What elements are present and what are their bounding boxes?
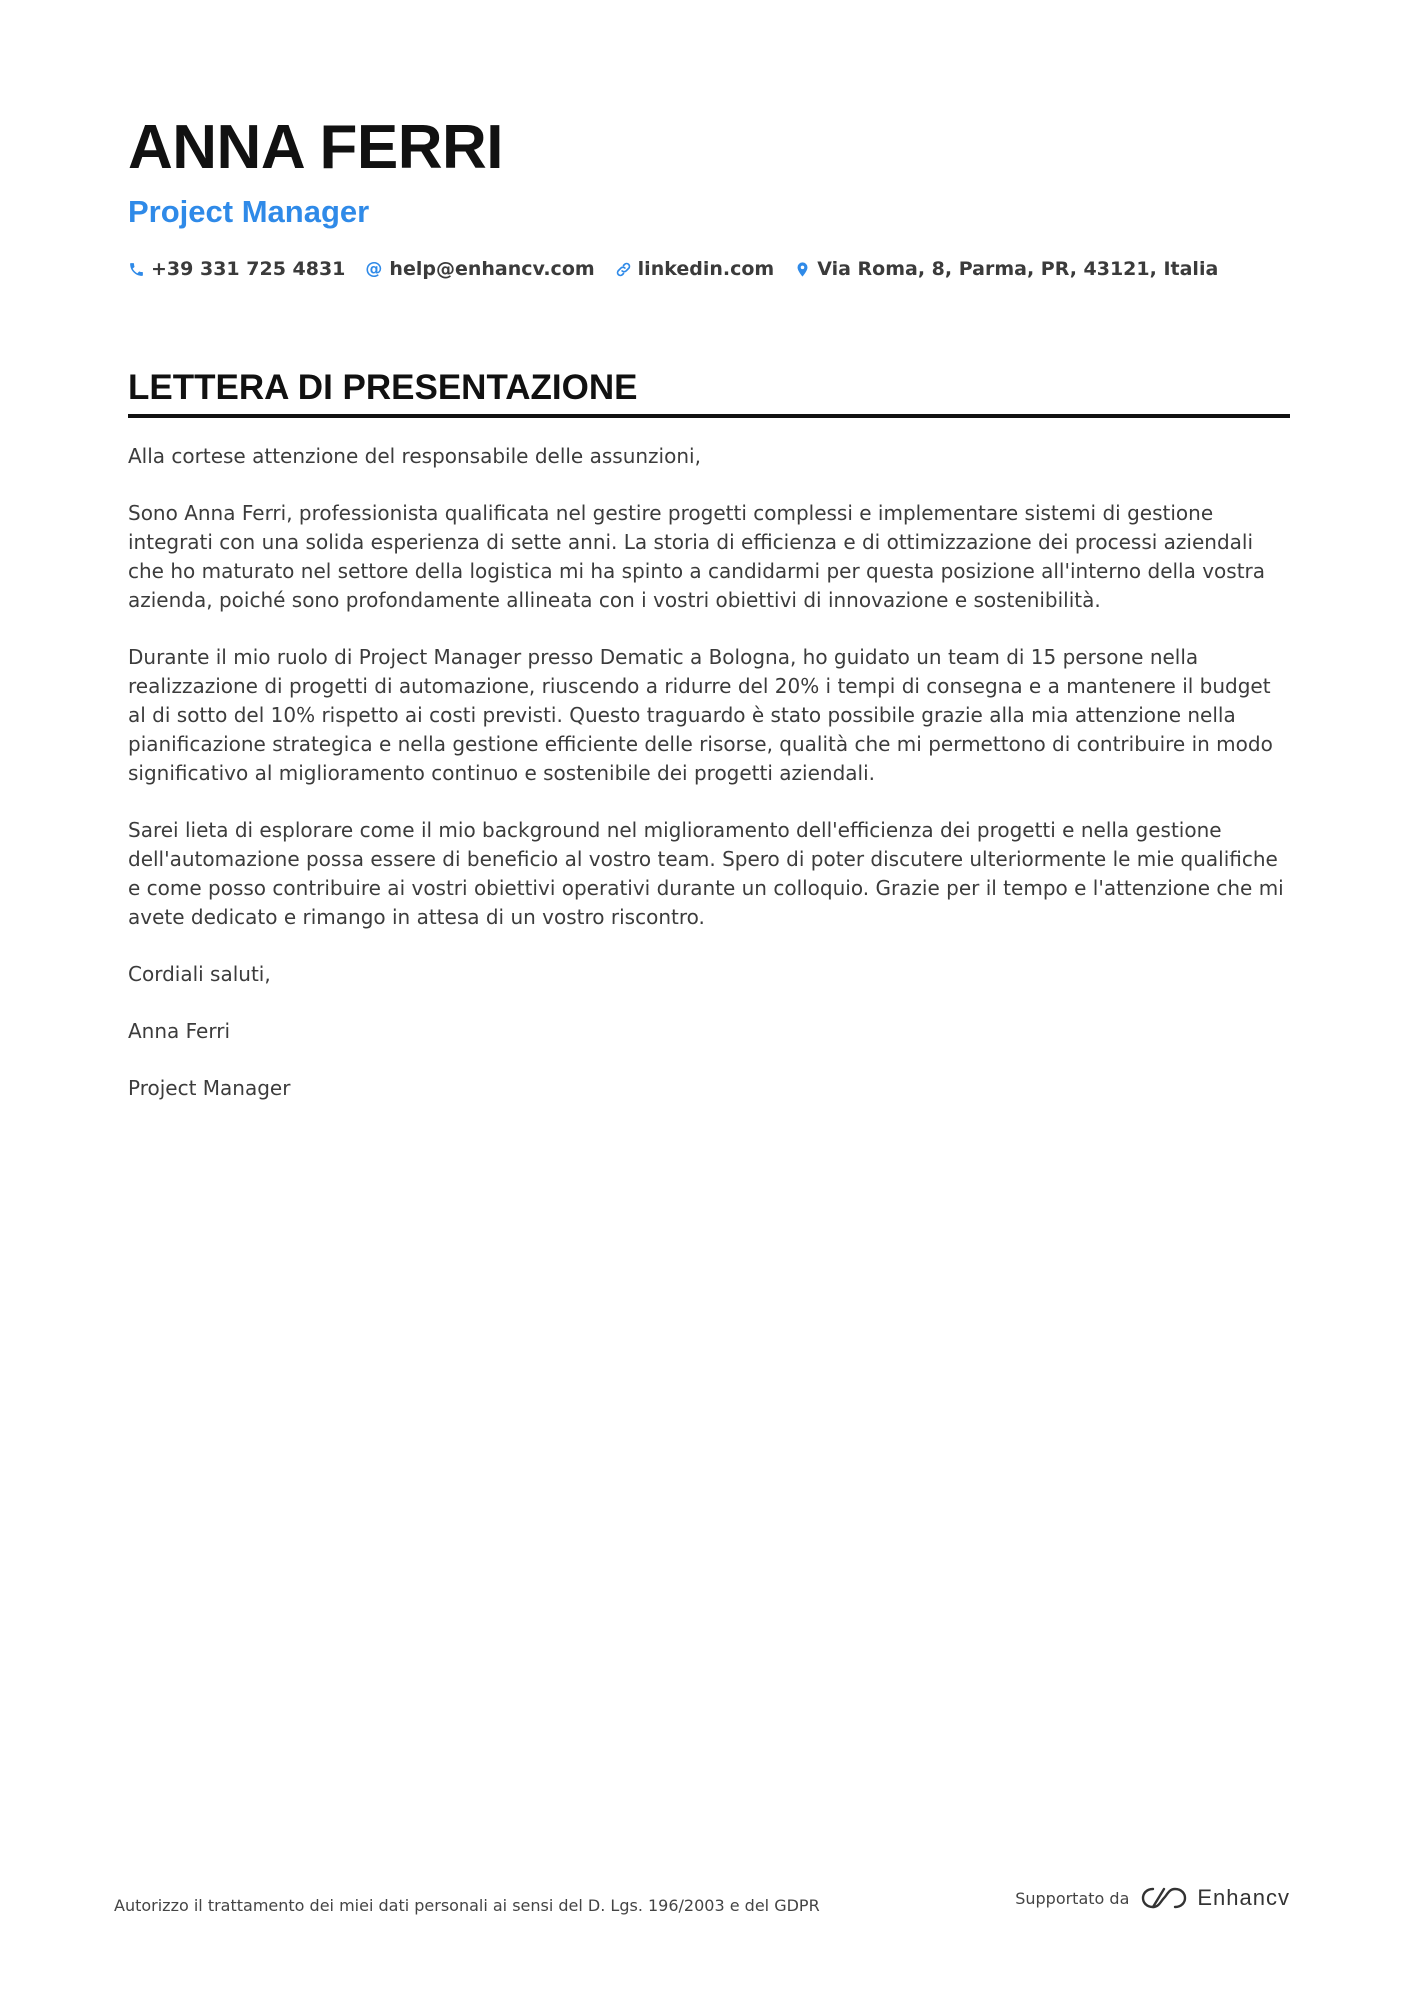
signature-name: Anna Ferri <box>128 1019 231 1043</box>
contact-bar <box>128 258 1288 280</box>
candidate-name: ANNA FERRI <box>128 113 504 182</box>
enhancv-logo-icon <box>1141 1885 1187 1911</box>
signature-role: Project Manager <box>128 1076 291 1100</box>
letter-section <box>128 366 1290 1131</box>
contact-address <box>794 258 1218 280</box>
contact-linkedin[interactable] <box>615 258 775 280</box>
map-pin-icon <box>794 261 811 278</box>
contact-email[interactable] <box>365 258 594 280</box>
address-text: Via Roma, 8, Parma, PR, 43121, Italia <box>817 258 1219 280</box>
powered-by[interactable] <box>1015 1885 1290 1911</box>
letter-greeting: Alla cortese attenzione del responsabile delle assunzioni, <box>128 444 701 468</box>
phone-text: +39 331 725 4831 <box>151 258 346 280</box>
at-sign-icon: @ <box>365 258 383 279</box>
header <box>128 108 1288 280</box>
link-icon <box>615 261 632 278</box>
email-text: help@enhancv.com <box>389 258 595 280</box>
supported-by-label: Supportato da <box>1015 1888 1130 1908</box>
phone-icon <box>128 261 145 278</box>
letter-paragraph-3: Sarei lieta di esplorare come il mio background nel miglioramento dell'efficienza dei progetti e nella gestione dell'automazione possa essere di beneficio al vostro team. Spero di poter discutere ulteriormente le mie qualifiche e come posso contribuire ai vostri obiettivi operativi durante un colloquio. Grazie per il tempo e l'attenzione che mi avete dedicato e rimango in attesa di un vostro riscontro. <box>128 818 1284 929</box>
consent-footer: Autorizzo il trattamento dei miei dati personali ai sensi del D. Lgs. 196/2003 e del GDPR <box>114 1896 820 1915</box>
contact-phone[interactable] <box>128 258 345 280</box>
linkedin-text: linkedin.com <box>637 258 775 280</box>
section-title: LETTERA DI PRESENTAZIONE <box>128 366 1290 418</box>
candidate-role: Project Manager <box>128 194 370 229</box>
letter-paragraph-2: Durante il mio ruolo di Project Manager presso Dematic a Bologna, ho guidato un team di 15 persone nella realizzazione di progetti di automazione, riuscendo a ridurre del 20% i tempi di consegna e a mantenere il budget al di sotto del 10% rispetto ai costi previsti. Questo traguardo è stato possibile grazie alla mia attenzione nella pianificazione strategica e nella gestione efficiente delle risorse, qualità che mi permettono di contribuire in modo significativo al miglioramento continuo e sostenibile dei progetti aziendali. <box>128 645 1273 785</box>
letter-closing: Cordiali saluti, <box>128 962 271 986</box>
letter-paragraph-1: Sono Anna Ferri, professionista qualificata nel gestire progetti complessi e implementare sistemi di gestione integrati con una solida esperienza di sette anni. La storia di efficienza e di ottimizzazione dei processi aziendali che ho maturato nel settore della logistica mi ha spinto a candidarmi per questa posizione all'interno della vostra azienda, poiché sono profondamente allineata con i vostri obiettivi di innovazione e sostenibilità. <box>128 501 1266 612</box>
letter-body <box>128 442 1290 1103</box>
enhancv-wordmark: Enhancv <box>1197 1885 1290 1910</box>
